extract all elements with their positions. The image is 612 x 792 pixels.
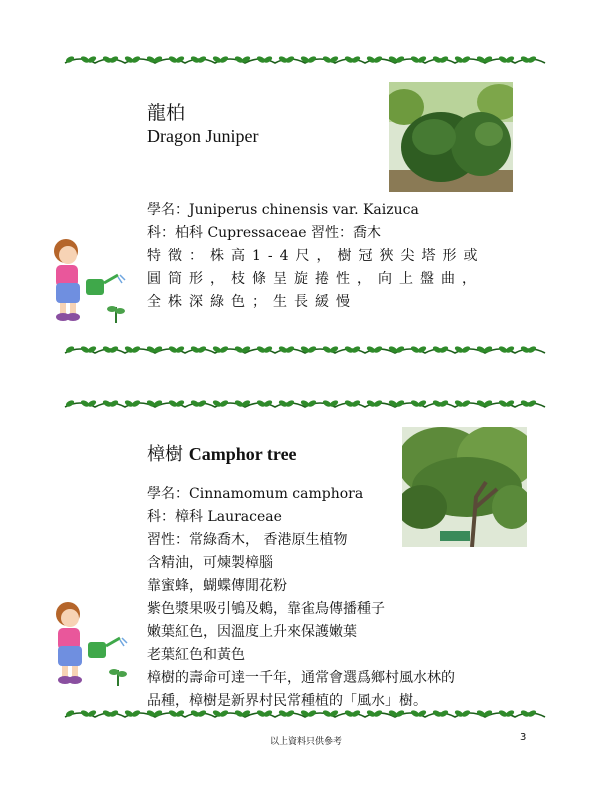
dragon-juniper-photo bbox=[389, 82, 513, 192]
footer-note: 以上資料只供參考 bbox=[269, 737, 342, 747]
entry2-line: 品種，樟樹是新界村民常種植的「風水」樹。 bbox=[147, 693, 427, 709]
vine-divider-top bbox=[60, 52, 550, 74]
entry2-line: 含精油，可煉製樟腦 bbox=[147, 555, 273, 571]
vine-divider-middle-2 bbox=[60, 396, 550, 418]
entry1-feature-line: 特徵：株高1-4尺，樹冠狹尖塔形或 bbox=[147, 248, 485, 264]
entry2-line: 老葉紅色和黃色 bbox=[147, 647, 245, 663]
entry2-line: 樟樹的壽命可達一千年，通常會選爲鄉村風水林的 bbox=[147, 670, 455, 686]
entry1-scientific-name: 學名：Juniperus chinensis var. Kaizuca bbox=[147, 202, 419, 218]
entry2-title-zh: 樟樹 bbox=[147, 444, 183, 465]
girl-watering-illustration bbox=[40, 598, 130, 688]
entry2-line: 習性：常綠喬木， 香港原生植物 bbox=[147, 532, 348, 548]
entry1-family: 科：柏科 Cupressaceae 習性：喬木 bbox=[147, 225, 382, 241]
vine-divider-middle-1 bbox=[60, 342, 550, 364]
entry2-line: 嫩葉紅色，因溫度上升來保護嫩葉 bbox=[147, 624, 357, 640]
entry1-title-en: Dragon Juniper bbox=[147, 126, 259, 146]
entry1-feature-line: 全株深綠色；生長緩慢 bbox=[147, 294, 357, 310]
entry2-line: 紫色漿果吸引鴝及鶇，靠雀鳥傳播種子 bbox=[147, 601, 385, 617]
entry2-text bbox=[147, 483, 455, 713]
entry1-text bbox=[147, 199, 485, 314]
entry2-title-en: Camphor tree bbox=[188, 444, 297, 464]
entry2-line: 科：樟科 Lauraceae bbox=[147, 509, 282, 525]
entry1-feature-line: 圓筒形，枝條呈旋捲性，向上盤曲， bbox=[147, 271, 483, 287]
entry2-title bbox=[147, 440, 297, 466]
entry2-line: 學名：Cinnamomum camphora bbox=[147, 486, 364, 502]
girl-watering-illustration bbox=[38, 235, 128, 325]
page-number: 3 bbox=[520, 732, 527, 743]
entry2-line: 靠蜜蜂，蝴蝶傳閒花粉 bbox=[147, 578, 287, 594]
entry1-title-zh: 龍柏 bbox=[147, 102, 186, 124]
